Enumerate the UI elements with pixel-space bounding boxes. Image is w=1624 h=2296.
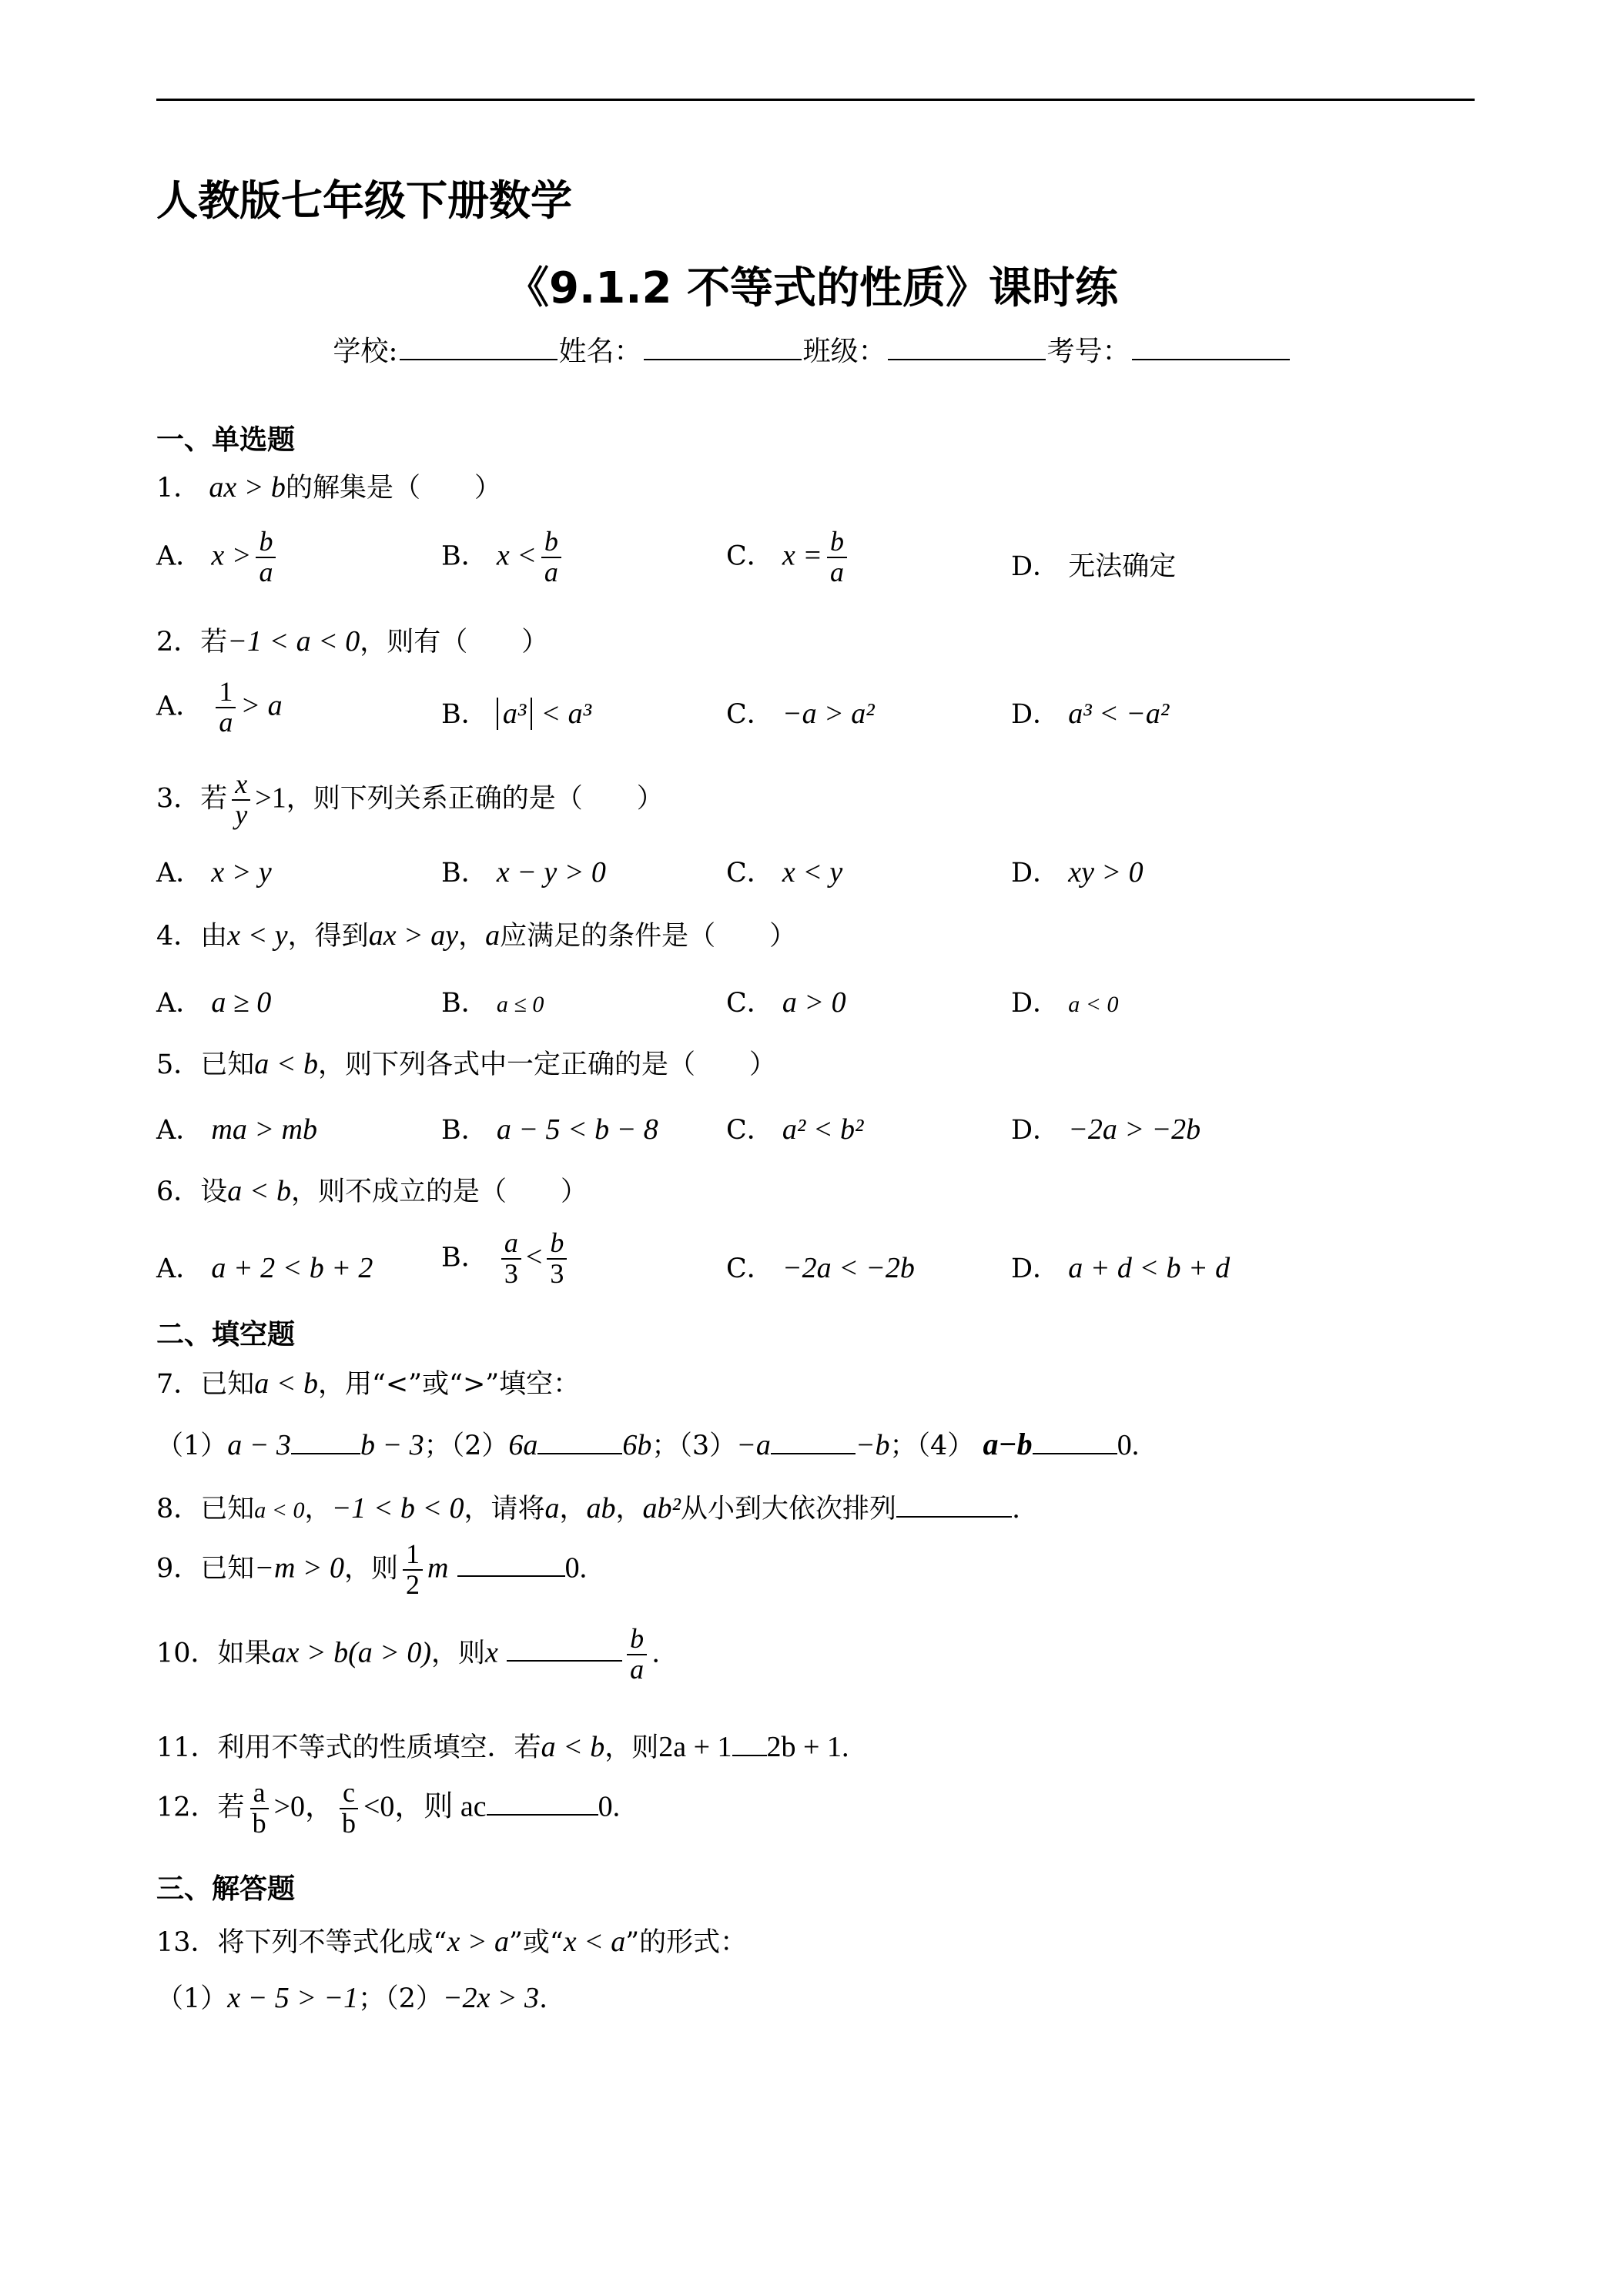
fraction: $\frac{b}{a}$	[827, 527, 847, 587]
q1-option-c[interactable]: C． x = $\frac{b}{a}$	[726, 527, 852, 587]
answer-blank[interactable]	[487, 1791, 598, 1816]
fraction: $\frac{c}{b}$	[339, 1779, 359, 1839]
q5-option-d[interactable]: D． −2a > −2b	[1011, 1113, 1201, 1146]
question-8: 8．已知a < 0，−1 < b < 0，请将a，ab，ab²从小到大依次排列 .	[156, 1492, 1021, 1525]
page-title: 人教版七年级下册数学	[156, 176, 572, 225]
answer-blank[interactable]	[896, 1493, 1012, 1518]
question-13-parts: （1）x − 5 > −1；（2）−2x > 3.	[156, 1982, 548, 2014]
answer-blank[interactable]	[1033, 1430, 1117, 1454]
answer-blank[interactable]	[457, 1552, 565, 1577]
name-label: 姓名：	[558, 336, 642, 367]
answer-blank[interactable]	[771, 1430, 856, 1454]
q2-option-a[interactable]: A． $\frac{1}{a}$ > a	[156, 676, 283, 738]
question-3: 3．若 $\frac{x}{y}$ >1，则下列关系正确的是（ ）	[156, 768, 664, 830]
q4-option-b[interactable]: B． a ≤ 0	[441, 988, 544, 1019]
question-6: 6．设a < b，则不成立的是（ ）	[156, 1175, 588, 1207]
question-4: 4．由x < y，得到ax > ay，a应满足的条件是（ ）	[156, 919, 797, 952]
fraction: $\frac{a}{3}$	[501, 1229, 521, 1289]
q3-option-b[interactable]: B． x − y > 0	[441, 856, 606, 889]
fraction: $\frac{1}{2}$	[403, 1540, 423, 1600]
question-9: 9．已知−m > 0，则 $\frac{1}{2}$ m 0.	[156, 1538, 588, 1600]
q6-option-b[interactable]: B． $\frac{a}{3}$ < $\frac{b}{3}$	[441, 1229, 571, 1289]
answer-blank[interactable]	[537, 1430, 622, 1454]
q1-option-a[interactable]: A． x > $\frac{b}{a}$	[156, 527, 280, 587]
q6-option-a[interactable]: A． a + 2 < b + 2	[156, 1252, 373, 1284]
q4-option-c[interactable]: C． a > 0	[726, 986, 846, 1019]
student-info-line	[0, 330, 1624, 369]
name-field[interactable]	[644, 336, 802, 360]
section-heading-single-choice: 一、单选题	[156, 424, 296, 456]
school-field[interactable]	[400, 336, 558, 360]
fraction: $\frac{b}{a}$	[541, 527, 561, 587]
question-10: 10．如果ax > b(a > 0)，则x $\frac{b}{a}$ .	[156, 1623, 661, 1685]
section-heading-problems: 三、解答题	[156, 1873, 296, 1905]
question-11: 11．利用不等式的性质填空．若a < b，则2a + 1 2b + 1.	[156, 1731, 849, 1763]
q3-option-a[interactable]: A． x > y	[156, 856, 272, 889]
question-12: 12．若 $\frac{a}{b}$ >0， $\frac{c}{b}$ <0，则 ac 0.	[156, 1777, 621, 1839]
worksheet-subtitle: 《9.1.2 不等式的性质》课时练	[506, 263, 1118, 313]
fraction: $\frac{x}{y}$	[232, 770, 250, 830]
q3-option-c[interactable]: C． x < y	[726, 856, 843, 889]
question-7: 7．已知a < b，用“<”或“>”填空：	[156, 1367, 581, 1400]
fraction: $\frac{1}{a}$	[216, 678, 236, 738]
question-2: 2．若−1 < a < 0，则有（ ）	[156, 625, 549, 658]
q1-option-b[interactable]: B． x < $\frac{b}{a}$	[441, 527, 566, 587]
q4-option-a[interactable]: A． a ≥ 0	[156, 986, 272, 1019]
q5-option-a[interactable]: A． ma > mb	[156, 1113, 317, 1146]
class-label: 班级：	[802, 336, 886, 367]
fraction: $\frac{b}{a}$	[627, 1625, 647, 1685]
section-heading-fill-blank: 二、填空题	[156, 1319, 296, 1350]
class-field[interactable]	[888, 336, 1046, 360]
question-7-parts: （1）a − 3 b − 3；（2）6a 6b；（3）−a −b；（4） a−b 0.	[156, 1427, 1140, 1461]
question-13: 13．将下列不等式化成“x > a”或“x < a”的形式：	[156, 1926, 748, 1958]
school-label: 学校:	[333, 336, 398, 367]
q5-option-c[interactable]: C． a² < b²	[726, 1113, 864, 1146]
q5-option-b[interactable]: B． a − 5 < b − 8	[441, 1113, 658, 1146]
q3-option-d[interactable]: D． xy > 0	[1011, 856, 1143, 889]
q2-option-b[interactable]: B． a³ < a³	[441, 698, 591, 730]
fraction: $\frac{b}{a}$	[256, 527, 276, 587]
exam-number-label: 考号：	[1046, 336, 1130, 367]
header-rule	[156, 99, 1475, 101]
answer-blank[interactable]	[732, 1732, 767, 1756]
q6-option-c[interactable]: C． −2a < −2b	[726, 1252, 915, 1284]
answer-blank[interactable]	[291, 1430, 360, 1454]
fraction: $\frac{a}{b}$	[249, 1779, 270, 1839]
q2-option-c[interactable]: C． −a > a²	[726, 698, 875, 730]
question-1: 1． ax > b的解集是（ ）	[156, 471, 501, 504]
q1-option-d[interactable]: D． 无法确定	[1011, 551, 1177, 582]
exam-number-field[interactable]	[1132, 336, 1290, 360]
absolute-value: a³	[497, 698, 532, 730]
fraction: $\frac{b}{3}$	[547, 1229, 567, 1289]
question-5: 5．已知a < b，则下列各式中一定正确的是（ ）	[156, 1048, 776, 1080]
q6-option-d[interactable]: D． a + d < b + d	[1011, 1252, 1231, 1284]
answer-blank[interactable]	[507, 1637, 622, 1662]
q2-option-d[interactable]: D． a³ < −a²	[1011, 698, 1170, 730]
q4-option-d[interactable]: D． a < 0	[1011, 988, 1119, 1019]
